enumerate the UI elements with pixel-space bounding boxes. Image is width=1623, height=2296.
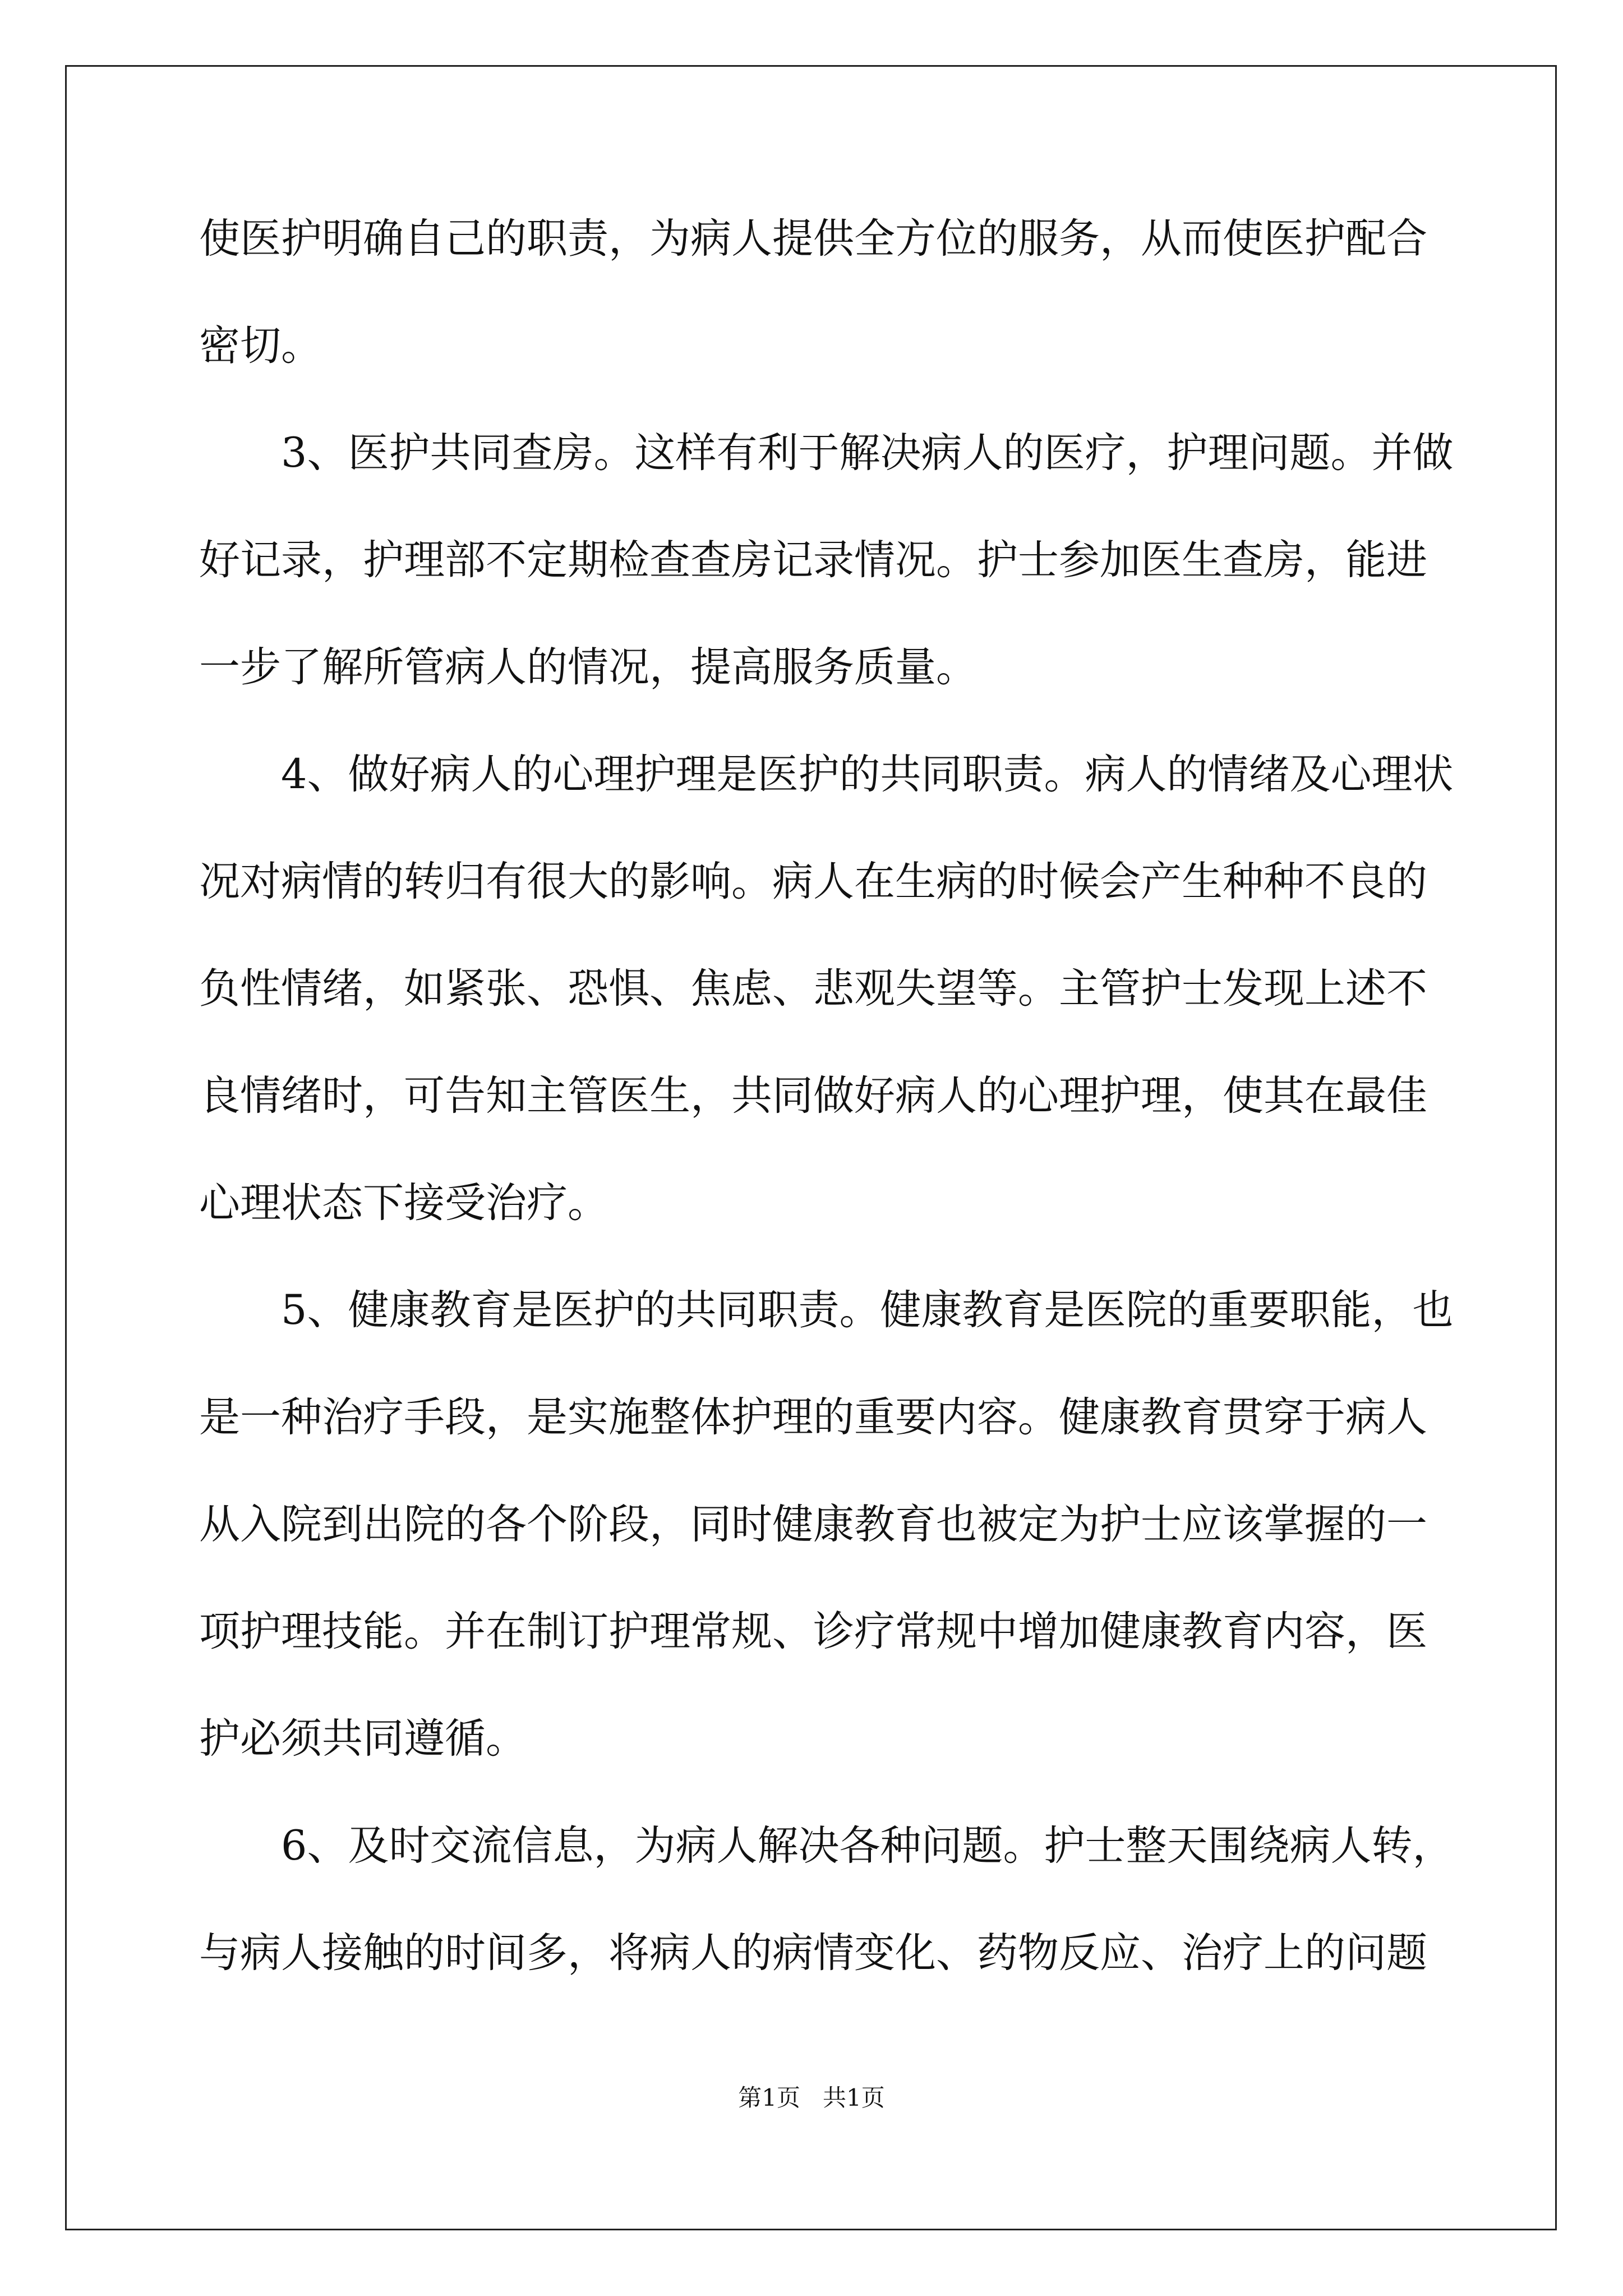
text-line: 护必须共同遵循。 xyxy=(199,1715,527,1763)
text-line: 良情绪时，可告知主管医生，共同做好病人的心理护理，使其在最佳 xyxy=(199,1072,1427,1120)
text-line: 密切。 xyxy=(199,322,322,370)
text-line: 好记录，护理部不定期检查查房记录情况。护士参加医生查房，能进 xyxy=(199,536,1427,584)
paragraph-5-line: 5、健康教育是医护的共同职责。健康教育是医院的重要职能，也 xyxy=(281,1286,1454,1334)
text-line: 从入院到出院的各个阶段，同时健康教育也被定为护士应该掌握的一 xyxy=(199,1501,1427,1548)
text-line: 使医护明确自己的职责，为病人提供全方位的服务，从而使医护配合 xyxy=(199,215,1427,263)
page-border xyxy=(65,65,1557,2230)
paragraph-3-line: 3、医护共同查房。这样有利于解决病人的医疗，护理问题。并做 xyxy=(281,429,1454,477)
text-line: 心理状态下接受治疗。 xyxy=(199,1179,608,1227)
text-line: 与病人接触的时间多，将病人的病情变化、药物反应、治疗上的问题 xyxy=(199,1929,1427,1977)
text-line: 项护理技能。并在制订护理常规、诊疗常规中增加健康教育内容，医 xyxy=(199,1608,1427,1655)
text-line: 负性情绪，如紧张、恐惧、焦虑、悲观失望等。主管护士发现上述不 xyxy=(199,965,1427,1013)
text-line: 是一种治疗手段，是实施整体护理的重要内容。健康教育贯穿于病人 xyxy=(199,1393,1427,1441)
text-line: 况对病情的转归有很大的影响。病人在生病的时候会产生种种不良的 xyxy=(199,858,1427,905)
paragraph-6-line: 6、及时交流信息，为病人解决各种问题。护士整天围绕病人转， xyxy=(281,1822,1454,1870)
paragraph-4-line: 4、做好病人的心理护理是医护的共同职责。病人的情绪及心理状 xyxy=(281,751,1454,798)
page-number-footer: 第1页 共1页 xyxy=(738,2084,885,2111)
text-line: 一步了解所管病人的情况，提高服务质量。 xyxy=(199,643,977,691)
